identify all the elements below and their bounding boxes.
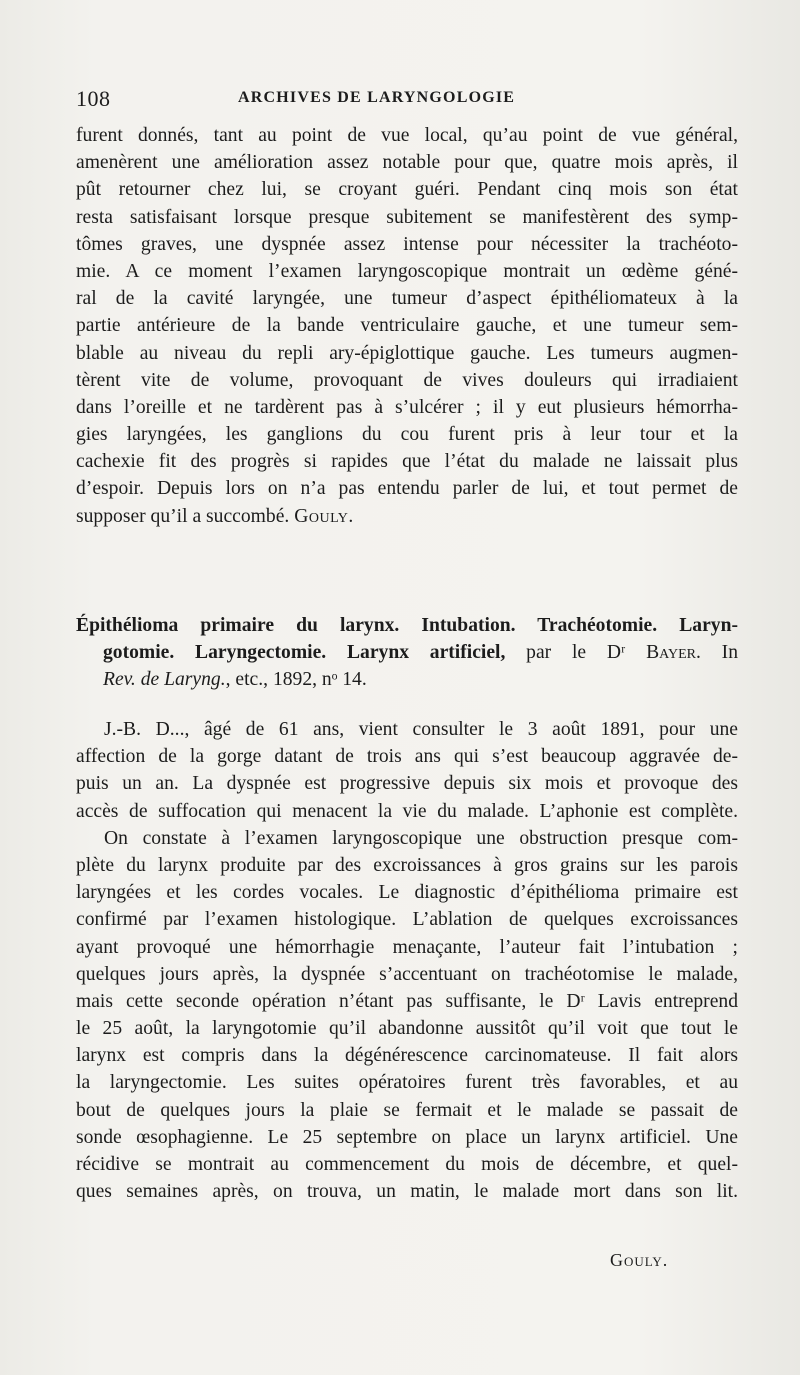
text-line: affection de la gorge datant de trois ans qui s’est beaucoup aggravée de- [76, 746, 738, 768]
text-line: pût retourner chez lui, se croyant guéri. Pendant cinq mois son état [76, 179, 738, 201]
text-line: larynx est compris dans la dégénérescence carcinomateuse. Il fait alors [76, 1045, 738, 1067]
text-line: amenèrent une amélioration assez notable pour que, quatre mois après, il [76, 152, 738, 174]
text-line: le 25 août, la laryngotomie qu’il abandonne aussitôt qu’il voit que tout le [76, 1018, 738, 1040]
text-line: gies laryngées, les ganglions du cou furent pris à leur tour et la [76, 424, 738, 446]
article-title [76, 612, 738, 694]
text-line: partie antérieure de la bande ventriculaire gauche, et une tumeur sem- [76, 315, 738, 337]
text-line: mais cette seconde opération n’étant pas suffisante, le Dʳ Lavis entreprend [76, 990, 738, 1012]
title-by: par le Dʳ [505, 642, 647, 664]
text-line: On constate à l’examen laryngoscopique une obstruction presque com- [104, 827, 738, 849]
text-line: ayant provoqué une hémorrhagie menaçante, l’auteur fait l’intubation ; [76, 936, 738, 958]
title-text: gotomie. Laryngectomie. Larynx artificiel, [103, 642, 506, 664]
closing-text: supposer qu’il a succombé. [76, 505, 290, 527]
text-line: ral de la cavité laryngée, une tumeur d’aspect épithéliomateux à la [76, 288, 738, 310]
text-line: récidive se montrait au commencement du mois de décembre, et quel- [76, 1154, 738, 1175]
text-line: mie. A ce moment l’examen laryngoscopique montrait un œdème géné- [76, 260, 738, 282]
text-line: furent donnés, tant au point de vue local, qu’au point de vue général, [76, 125, 738, 146]
title-line: Épithélioma primaire du larynx. Intubation. Trachéotomie. Laryn- [76, 615, 738, 636]
text-line: blable au niveau du repli ary-épiglottique gauche. Les tumeurs augmen- [76, 342, 738, 364]
title-in: In [700, 642, 738, 664]
title-author: Bayer. [646, 642, 701, 664]
text-line: tèrent vite de volume, provoquant de vives douleurs qui irradiaient [76, 369, 738, 391]
text-line: d’espoir. Depuis lors on n’a pas entendu parler de lui, et tout permet de [76, 478, 738, 500]
journal-name: Rev. de Laryng. [103, 669, 226, 691]
author-signature: Gouly. [294, 505, 354, 527]
running-header [76, 86, 726, 116]
text-line: cachexie fit des progrès si rapides que l’état du malade ne laissait plus [76, 451, 738, 473]
text-line: quelques jours après, la dyspnée s’accentuant on trachéotomise le malade, [76, 963, 738, 985]
page-number: 108 [76, 86, 111, 111]
citation-line [76, 666, 738, 693]
text-line: tômes graves, une dyspnée assez intense pour nécessiter la trachéoto- [76, 233, 738, 255]
text-line: dans l’oreille et ne tardèrent pas à s’ulcérer ; il y eut plusieurs hémorrha- [76, 396, 738, 418]
text-line: ques semaines après, on trouva, un matin, le malade mort dans son lit. [76, 1181, 738, 1203]
running-title: ARCHIVES DE LARYNGOLOGIE [238, 89, 516, 106]
text-line: laryngées et les cordes vocales. Le diagnostic d’épithélioma primaire est [76, 882, 738, 904]
text-line: plète du larynx produite par des excroissances à gros grains sur les parois [76, 854, 738, 876]
text-line: resta satisfaisant lorsque presque subitement se manifestèrent des symp- [76, 206, 738, 228]
text-line: accès de suffocation qui menacent la vie du malade. L’aphonie est complète. [76, 800, 738, 822]
closing-line [76, 503, 738, 530]
first-article-body [76, 122, 738, 530]
citation-details: , etc., 1892, nᵒ 14. [225, 669, 367, 691]
author-signature: Gouly. [610, 1250, 669, 1270]
text-line: confirmé par l’examen histologique. L’ablation de quelques excroissances [76, 909, 738, 931]
text-line: bout de quelques jours la plaie se fermait et le malade se passait de [76, 1099, 738, 1121]
title-line [76, 639, 738, 666]
text-line: puis un an. La dyspnée est progressive depuis six mois et provoque des [76, 773, 738, 795]
text-line: la laryngectomie. Les suites opératoires furent très favorables, et au [76, 1072, 738, 1094]
text-line: J.-B. D..., âgé de 61 ans, vient consulter le 3 août 1891, pour une [104, 719, 738, 740]
text-line: sonde œsophagienne. Le 25 septembre on place un larynx artificiel. Une [76, 1126, 738, 1148]
second-article-body [76, 716, 738, 1205]
